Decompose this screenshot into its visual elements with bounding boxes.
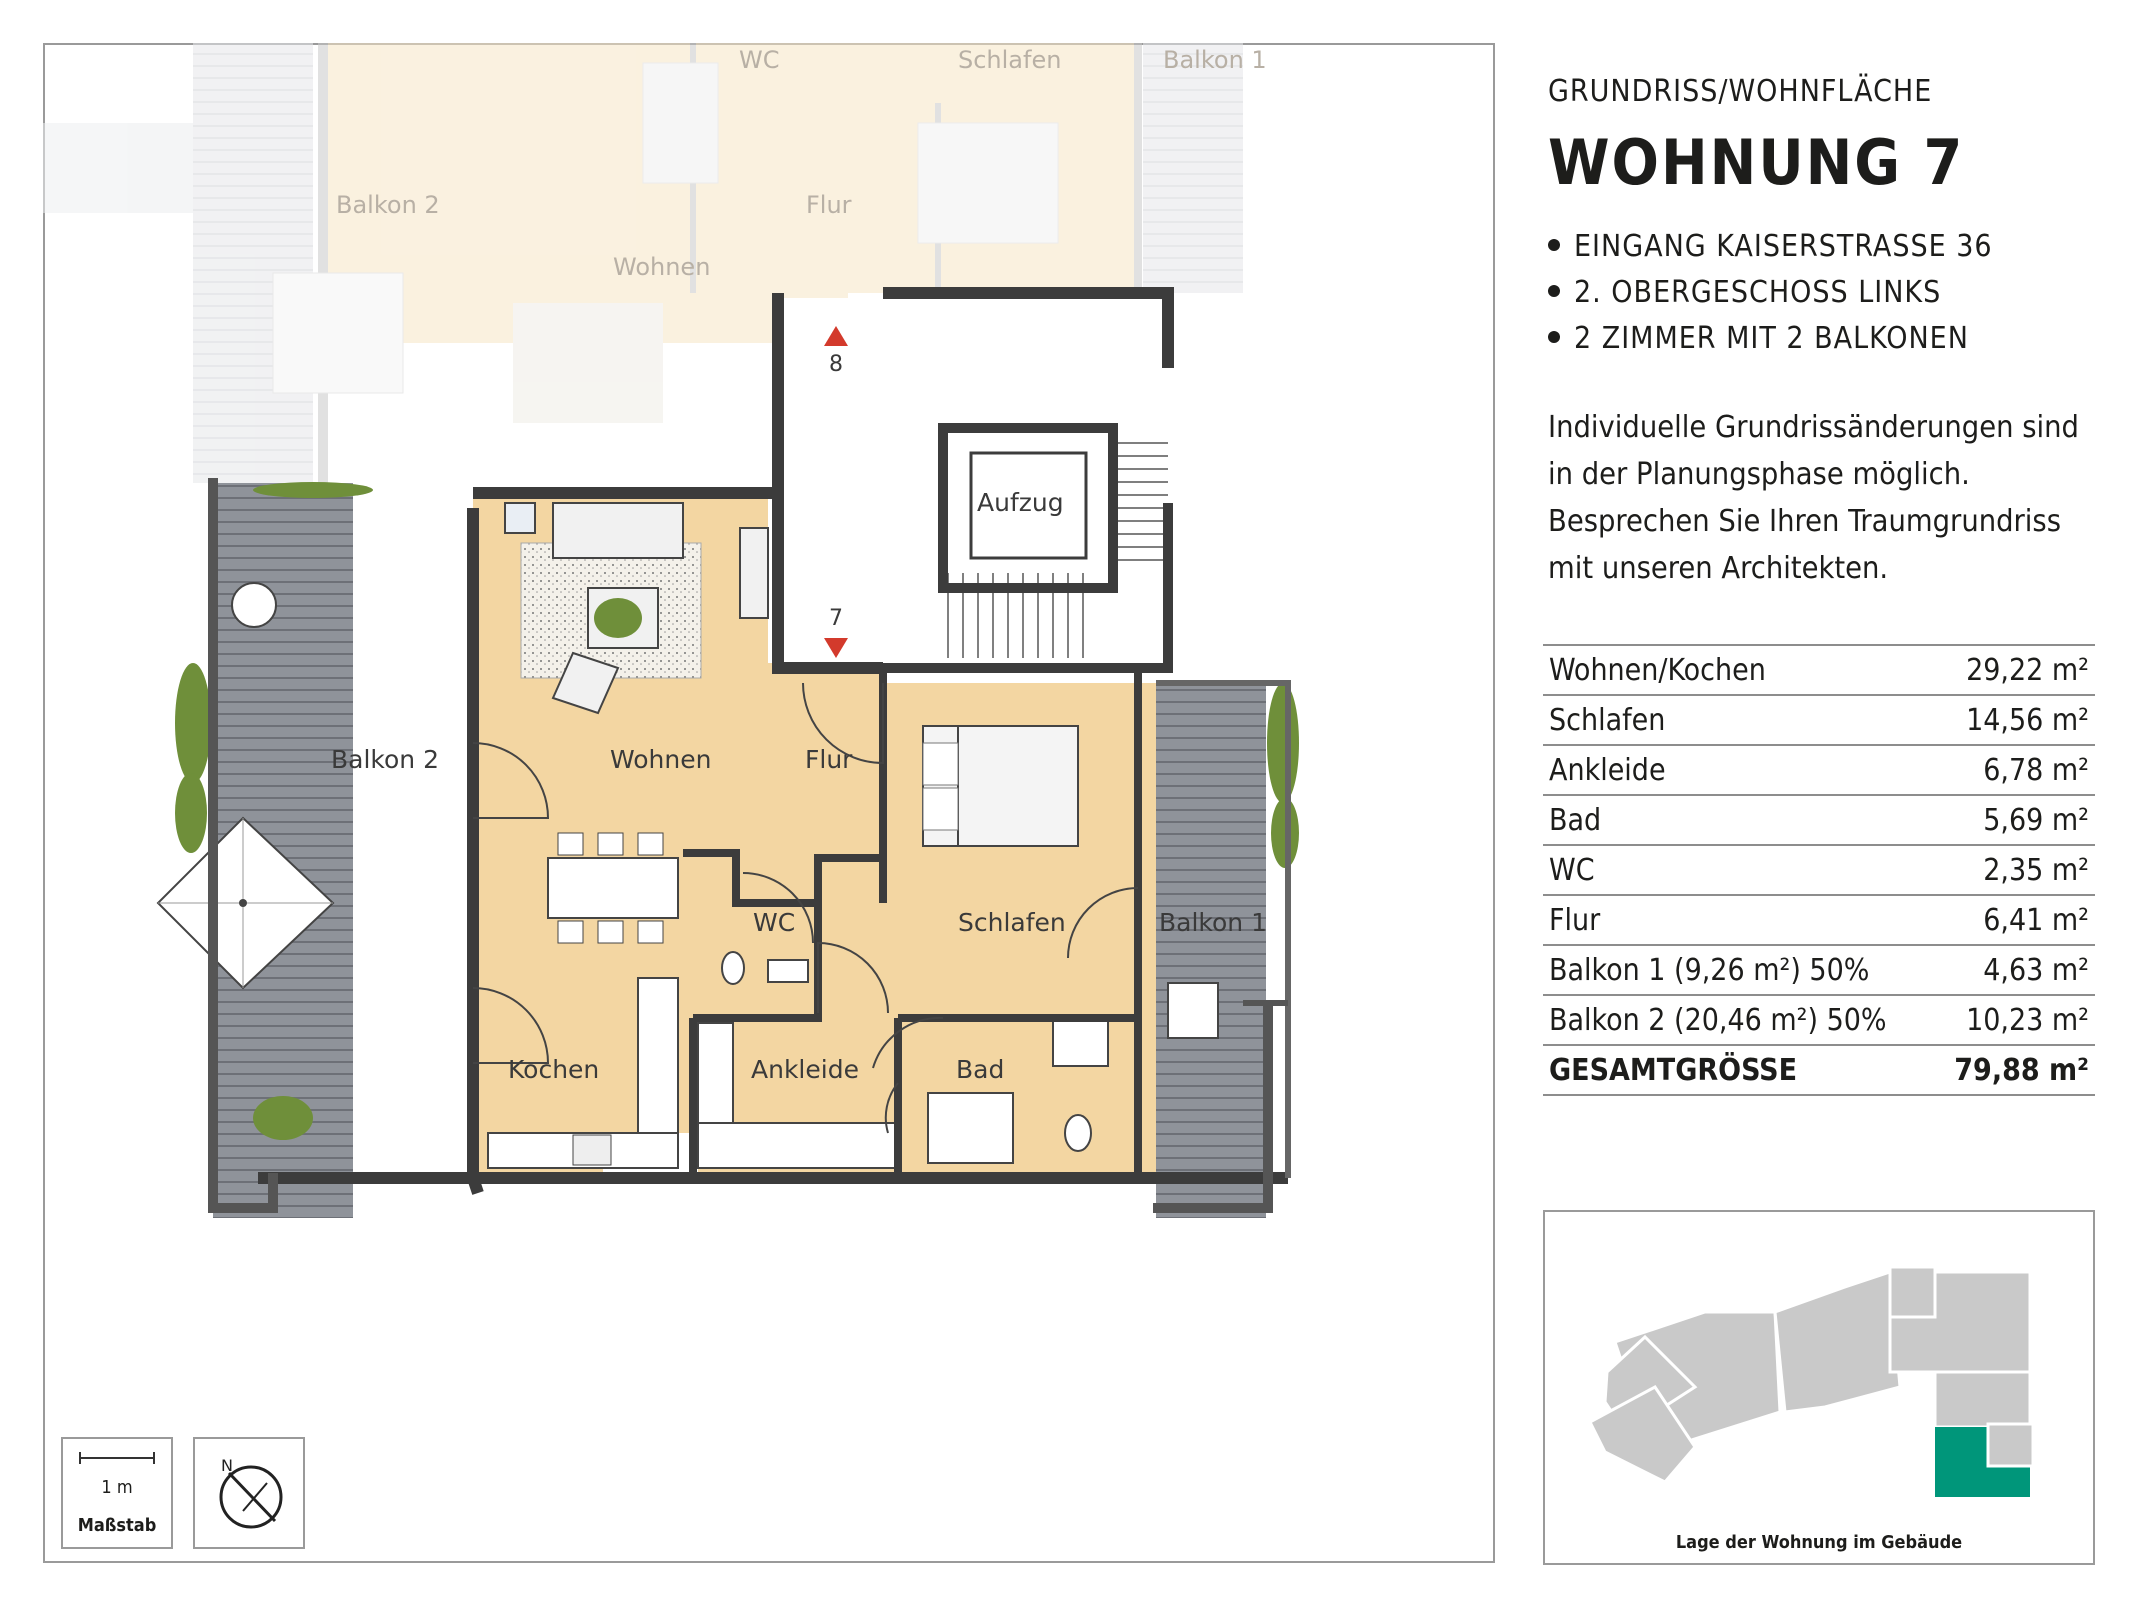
dining-table bbox=[548, 833, 678, 943]
page-overline: GRUNDRISS/WOHNFLÄCHE bbox=[1548, 74, 1933, 109]
fact-item bbox=[1548, 270, 1993, 316]
facts-list bbox=[1548, 224, 1993, 362]
stair-number-up: 8 bbox=[829, 352, 843, 377]
table-row bbox=[1543, 845, 2095, 895]
balcony-1-table bbox=[1168, 983, 1218, 1038]
room-label-flur: Flur bbox=[805, 745, 853, 774]
scale-value: 1 m bbox=[101, 1477, 133, 1498]
description: Individuelle Grundrissänderungen sind in der Planungsphase möglich. Besprechen Sie Ihren Traumgrundriss mit unseren Architekten. bbox=[1548, 410, 2079, 586]
room-label-kochen: Kochen bbox=[508, 1055, 600, 1084]
room-area: 10,23 m² bbox=[1932, 995, 2095, 1045]
room-name: Schlafen bbox=[1543, 695, 1932, 745]
table-row bbox=[1543, 995, 2095, 1045]
room-name: Bad bbox=[1543, 795, 1932, 845]
room-name: Balkon 1 (9,26 m²) 50% bbox=[1543, 945, 1932, 995]
floorplan bbox=[43, 43, 1495, 1563]
stair-number-down: 7 bbox=[829, 606, 843, 631]
scale-legend bbox=[61, 1437, 173, 1549]
north-label: N bbox=[221, 1456, 233, 1475]
room-area: 14,56 m² bbox=[1932, 695, 2095, 745]
scale-bar bbox=[79, 1457, 155, 1459]
location-caption: Lage der Wohnung im Gebäude bbox=[1675, 1532, 1963, 1553]
location-map bbox=[1543, 1210, 2095, 1565]
scale-label: Maßstab bbox=[77, 1515, 157, 1536]
fact-item bbox=[1548, 224, 1993, 270]
table-row bbox=[1543, 895, 2095, 945]
fact-item bbox=[1548, 316, 1993, 362]
bullet-icon bbox=[1548, 331, 1560, 343]
table-row bbox=[1543, 795, 2095, 845]
ghost-balkon2-label: Balkon 2 bbox=[336, 191, 440, 219]
room-area: 6,41 m² bbox=[1932, 895, 2095, 945]
room-label-bad: Bad bbox=[956, 1055, 1005, 1084]
north-arrow bbox=[193, 1437, 305, 1549]
bullet-icon bbox=[1548, 239, 1560, 251]
room-label-balkon2: Balkon 2 bbox=[331, 745, 439, 774]
room-name: Wohnen/Kochen bbox=[1543, 645, 1932, 695]
total-row bbox=[1543, 1045, 2095, 1095]
fact-text: EINGANG KAISERSTRASSE 36 bbox=[1574, 229, 1993, 264]
page-title: WOHNUNG 7 bbox=[1548, 126, 1965, 199]
room-name: Balkon 2 (20,46 m²) 50% bbox=[1543, 995, 1932, 1045]
table-row bbox=[1543, 645, 2095, 695]
room-label-balkon1: Balkon 1 bbox=[1159, 908, 1267, 937]
bullet-icon bbox=[1548, 285, 1560, 297]
ghost-balkon1-label: Balkon 1 bbox=[1163, 46, 1267, 74]
room-area: 29,22 m² bbox=[1932, 645, 2095, 695]
room-area: 5,69 m² bbox=[1932, 795, 2095, 845]
room-area: 4,63 m² bbox=[1932, 945, 2095, 995]
table-row bbox=[1543, 745, 2095, 795]
room-name: Ankleide bbox=[1543, 745, 1932, 795]
room-area: 2,35 m² bbox=[1932, 845, 2095, 895]
room-label-schlafen: Schlafen bbox=[958, 908, 1066, 937]
total-area: 79,88 m² bbox=[1932, 1045, 2095, 1095]
fact-text: 2 ZIMMER MIT 2 BALKONEN bbox=[1574, 321, 1969, 356]
balcony-table bbox=[232, 583, 276, 627]
ghost-schlafen-label: Schlafen bbox=[958, 46, 1062, 74]
room-name: Flur bbox=[1543, 895, 1932, 945]
ghost-flur-label: Flur bbox=[806, 191, 852, 219]
wardrobe-side bbox=[698, 1023, 733, 1123]
ghost-wc-label: WC bbox=[739, 46, 780, 74]
total-label: GESAMTGRÖSSE bbox=[1543, 1045, 1932, 1095]
table-row bbox=[1543, 945, 2095, 995]
room-label-wc: WC bbox=[753, 908, 796, 937]
ghost-wohnen-label: Wohnen bbox=[613, 253, 711, 281]
balcony-1 bbox=[1156, 683, 1266, 1218]
area-table bbox=[1543, 644, 2095, 1096]
room-label-wohnen: Wohnen bbox=[610, 745, 712, 774]
room-label-ankleide: Ankleide bbox=[751, 1055, 859, 1084]
bed bbox=[923, 726, 1078, 846]
room-label-aufzug: Aufzug bbox=[977, 488, 1064, 517]
room-name: WC bbox=[1543, 845, 1932, 895]
table-row bbox=[1543, 695, 2095, 745]
wardrobe bbox=[698, 1123, 898, 1168]
fact-text: 2. OBERGESCHOSS LINKS bbox=[1574, 275, 1942, 310]
room-area: 6,78 m² bbox=[1932, 745, 2095, 795]
